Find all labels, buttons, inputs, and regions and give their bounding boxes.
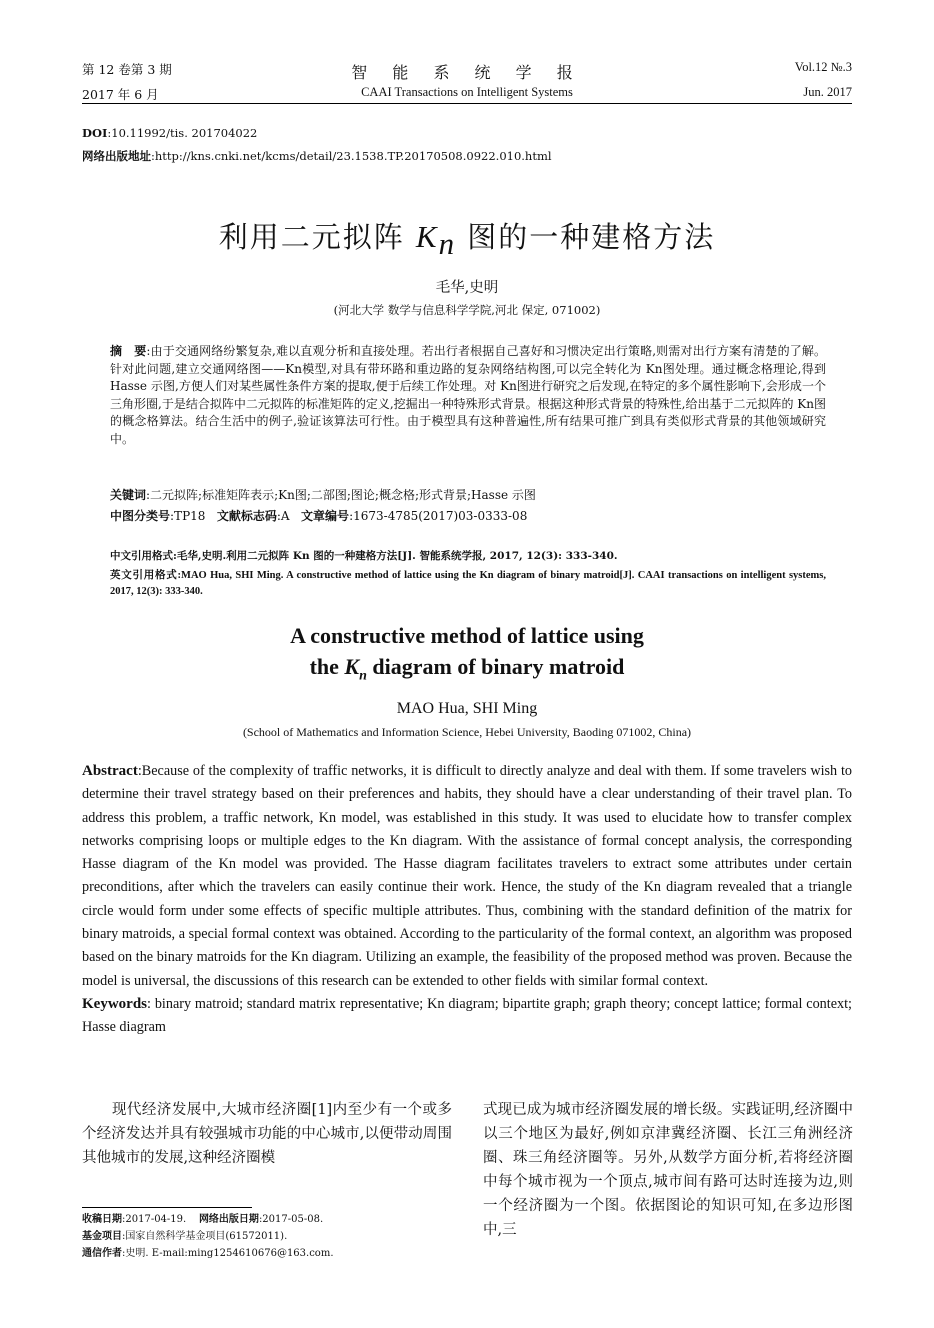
title-cn-n: n — [438, 225, 457, 261]
body-left-column: 现代经济发展中,大城市经济圈[1]内至少有一个或多个经济发达并具有较强城市功能的中心城市,以便带动周围其他城市的发展,这种经济圈模 — [82, 1102, 452, 1166]
footnote-author: 通信作者:史明. E-mail:ming1254610676@163.com. — [82, 1248, 334, 1259]
online-url-label: 网络出版地址 — [82, 149, 151, 163]
keywords-cn-label: 关键词 — [110, 488, 147, 502]
footnote-rule — [82, 1207, 252, 1208]
footnote-fund: 基金项目:国家自然科学基金项目(61572011). — [82, 1231, 288, 1242]
header-rule — [82, 103, 852, 104]
citation-cn: 中文引用格式:毛华,史明.利用二元拟阵 Kn 图的一种建格方法[J]. 智能系统学报, 2017, 12(3): 333-340. — [110, 550, 618, 562]
doi-line — [82, 126, 257, 140]
title-cn: 利用二元拟阵 $K_n$ 图的一种建格方法 — [218, 219, 716, 261]
abstract-en-label: Abstract — [82, 763, 138, 779]
footnote-dates: 收稿日期:2017-04-19. 网络出版日期:2017-05-08. — [82, 1214, 324, 1225]
affiliation-en: (School of Mathematics and Information Science, Hebei University, Baoding 071002, China) — [242, 725, 692, 739]
keywords-cn-text: :二元拟阵;标准矩阵表示;Kn图;二部图;图论;概念格;形式背景;Hasse 示图 — [146, 488, 536, 502]
doi-value: :10.11992/tis. 201704022 — [107, 126, 258, 140]
affiliation-cn: (河北大学 数学与信息科学学院,河北 保定, 071002) — [333, 303, 601, 317]
title-en-line2: the $K_n$ diagram of binary matroid — [309, 654, 625, 684]
keywords-cn — [110, 487, 826, 505]
abstract-cn-label: 摘 要 — [110, 344, 147, 358]
keywords-en-label: Keywords — [82, 995, 147, 1012]
online-url-value: :http://kns.cnki.net/kcms/detail/23.1538.TP.20170508.0922.010.html — [151, 149, 552, 163]
title-en-line1: A constructive method of lattice using — [290, 623, 644, 648]
authors-cn: 毛华,史明 — [435, 280, 499, 296]
body-right-column: 式现已成为城市经济圈发展的增长级。实践证明,经济圈中以三个地区为最好,例如京津冀经济圈、长江三角洲经济圈、珠三角经济圈等。另外,从数学方面分析,若将经济圈中每个城市视为一个顶点,城市间有路可达时连接为边,则一个经济圈为一个图。依据图论的知识可知,在多边形图中,三 — [483, 1102, 853, 1238]
title-cn-k: K — [415, 219, 439, 254]
abstract-en — [82, 760, 852, 1040]
issue-date-en: Jun. 2017 — [803, 85, 852, 99]
volume-number: Vol.12 №.3 — [794, 60, 852, 74]
abstract-en-text: :Because of the complexity of traffic networks, it is difficult to directly analyze and deal with them. If some travelers wish to determine their travel strategy based on their preferences and habits, they should have a clear understanding of their travel plan. To address this problem, a traffic network, Kn model, was established in this study. It was used to elucidate how to transfer complex networks comprising loops or multiple edges to the Kn diagram. With the assistance of formal concept analysis, the corresponding Hasse diagram of the Kn model was provided. The Hasse diagram facilitates travelers to extract some attributes under certain preconditions, after which the travelers can easily continue their work. Hence, the study of the Kn diagram revealed that a triangle circle would form under some effects of specific multiple attributes. Thus, combining with the standard definition of the matrix for binary matroids, a special formal context was obtained. According to the particularity of the formal context, an algorithm was proposed based on the binary matroids for the Kn diagram. Utilizing an example, the feasibility of the proposed method was proven. Because the model is universal, the discussions of this research can be extended to other fields with similar formal context. — [82, 763, 852, 989]
keywords-en — [82, 993, 852, 1040]
journal-title-cn: 智 能 系 统 学 报 — [351, 63, 583, 82]
citation-en: 英文引用格式:MAO Hua, SHI Ming. A constructive method of lattice using the Kn diagram of binary matroid[J]. CAAI transactions on intelligent systems, 2017, 12(3): 333-340. — [110, 570, 826, 597]
keywords-en-text: : binary matroid; standard matrix representative; Kn diagram; bipartite graph; graph theory; concept lattice; formal context; Hasse diagram — [82, 995, 852, 1036]
abstract-cn — [110, 343, 826, 449]
authors-en: MAO Hua, SHI Ming — [396, 700, 538, 717]
classification-line: 中图分类号:TP18 文献标志码:A 文章编号:1673-4785(2017)03-0333-08 — [110, 509, 528, 523]
abstract-cn-text: :由于交通网络纷繁复杂,难以直观分析和直接处理。若出行者根据自己喜好和习惯决定出行策略,则需对出行方案有清楚的了解。针对此问题,建立交通网络图——Kn模型,对具有带环路和重边路的复杂网络结构图,可以完全转化为 Kn图处理。通过概念格理论,得到 Hasse 示图,方便人们对某些属性条件方案的提取,便于后续工作处理。对 Kn图进行研究之后发现,在特定的多个属性影响下,会形成一个三角形圈,于是结合拟阵中二元拟阵的标准矩阵的定义,挖掘出一种特殊形式背景。根据这种形式背景的特殊性,给出基于二元拟阵的 Kn图的概念格算法。结合生活中的例子,验证该算法可行性。由于模型具有这种普遍性,所有结果可推广到具有类似形式背景的其他领域研究中。 — [110, 344, 826, 446]
title-en — [0, 620, 934, 691]
volume-issue: 第 12 卷第 3 期 — [82, 62, 172, 77]
journal-title-en: CAAI Transactions on Intelligent Systems — [361, 85, 573, 99]
issue-date: 2017 年 6 月 — [82, 87, 159, 102]
online-url-line — [82, 148, 552, 164]
doi-label: DOI — [82, 126, 108, 140]
